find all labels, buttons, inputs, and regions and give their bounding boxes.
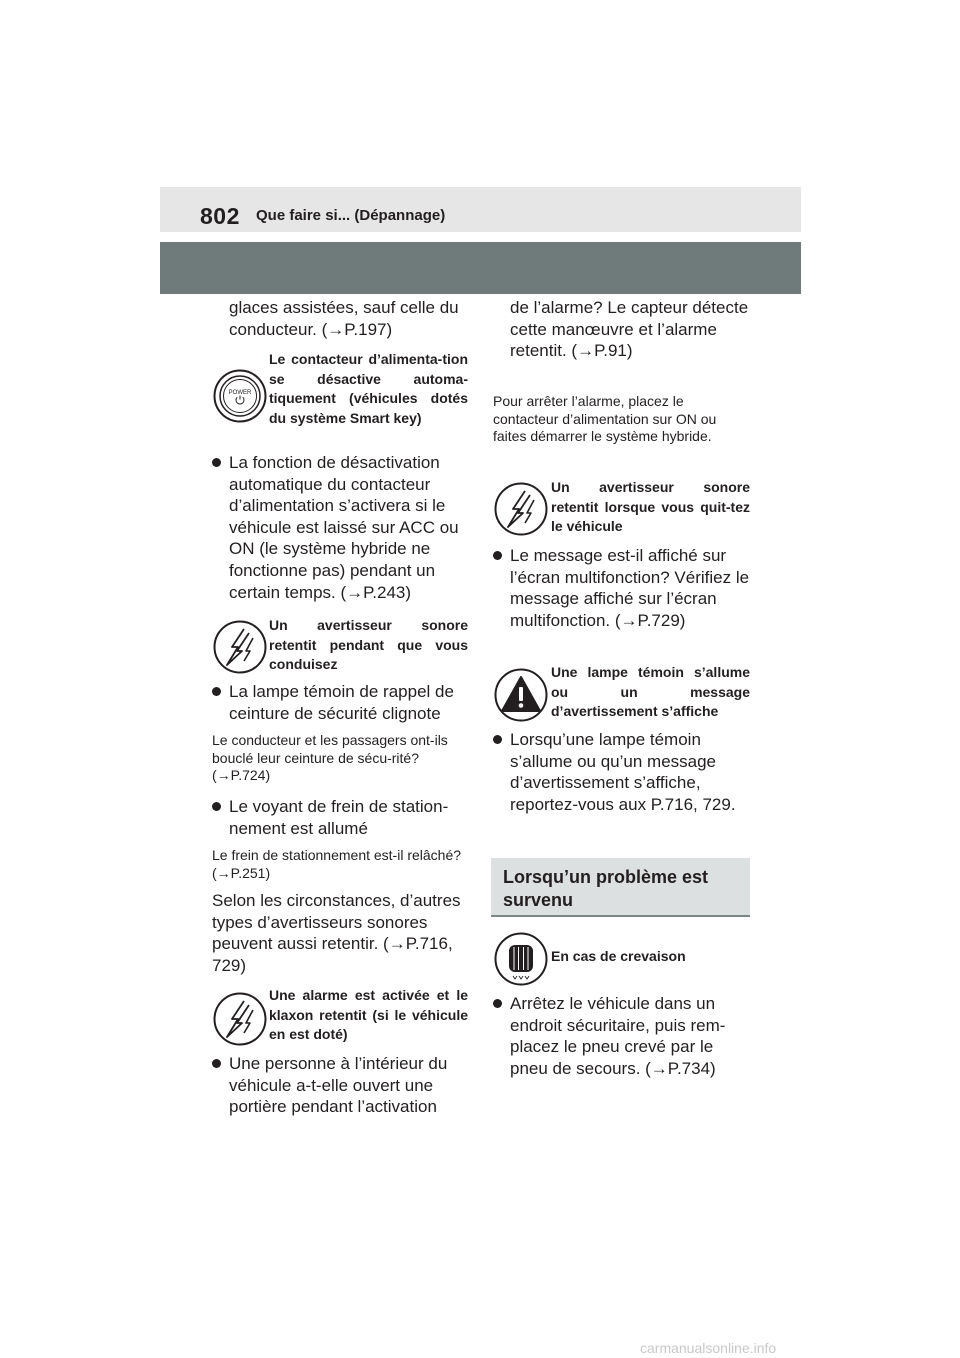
bullet-dot <box>493 551 502 560</box>
bullet-seatbelt: La lampe témoin de rappel de ceinture de sécurité clignote <box>229 681 469 724</box>
seatbelt-note: Le conducteur et les passagers ont-ils bouclé leur ceinture de sécu-rité? (→P.724) <box>212 732 448 783</box>
power-label: POWER <box>228 390 252 396</box>
continued-text: de l’alarme? Le capteur détecte cette manœuvre et l’alarme retentit. (→P.91) <box>510 298 749 361</box>
bullet-message: Le message est-il affiché sur l’écran multifonction? Vérifiez le message affiché sur l’écran multifonction. (→P.729) <box>510 545 750 631</box>
bullet-dot <box>212 458 221 467</box>
parking-brake-note: Le frein de stationnement est-il relâché? (→P.251) <box>212 847 462 881</box>
problem-section-title: Lorsqu’un problème est survenu <box>503 867 709 910</box>
bullet-dot <box>212 1059 221 1068</box>
alarm-stop-note: Pour arrêter l’alarme, placez le contacteur d’alimentation sur ON ou faites démarrer le système hybride. <box>493 393 717 444</box>
page-number: 802 <box>200 203 240 229</box>
other-buzzers-text: Selon les circonstances, d’autres types d’avertisseurs sonores peuvent aussi retentir. (→P.716, 729) <box>212 891 461 975</box>
bullet-dot <box>212 802 221 811</box>
power-button-icon <box>213 369 267 423</box>
bullet-flat-tire: Arrêtez le véhicule dans un endroit sécuritaire, puis rem-placez le pneu crevé par le pneu de secours. (→P.734) <box>510 993 750 1079</box>
driving-buzzer-caption: Un avertisseur sonore retentit pendant que vous conduisez <box>269 617 468 672</box>
bullet-dot <box>212 687 221 696</box>
buzzer-icon <box>213 992 267 1046</box>
power-caption: Le contacteur d’alimenta-tion se désactive automa-tiquement (véhicules dotés du système Smart key) <box>269 351 468 426</box>
flat-tire-caption: En cas de crevaison <box>551 948 686 964</box>
buzzer-icon <box>494 482 548 536</box>
problem-section-box <box>491 858 750 917</box>
bullet-auto-off: La fonction de désactivation automatique du contacteur d’alimentation s’activera si le véhicule est laissé sur ACC ou ON (le système hybride ne fonctionne pas) pendant un certain temps. (→P.243) <box>229 452 469 603</box>
chapter-band <box>160 242 801 294</box>
bullet-door-opened: Une personne à l’intérieur du véhicule a-t-elle ouvert une portière pendant l’activation <box>229 1053 469 1118</box>
bullet-dot <box>493 735 502 744</box>
bullet-parking-brake: Le voyant de frein de station-nement est allumé <box>229 796 469 839</box>
section-title: Que faire si... (Dépannage) <box>256 207 446 224</box>
warning-caption: Une lampe témoin s’allume ou un message d’avertissement s’affiche <box>551 664 750 719</box>
buzzer-icon <box>213 620 267 674</box>
warning-triangle-icon <box>494 668 548 722</box>
intro-text: glaces assistées, sauf celle du conducteur. (→P.197) <box>229 298 459 339</box>
flat-tire-icon <box>494 932 548 986</box>
watermark: carmanualsonline.info <box>640 1340 777 1356</box>
alarm-caption: Une alarme est activée et le klaxon retentit (si le véhicule en est doté) <box>269 987 468 1042</box>
leaving-buzzer-caption: Un avertisseur sonore retentit lorsque vous quit-tez le véhicule <box>551 479 750 534</box>
bullet-warning-light: Lorsqu’une lampe témoin s’allume ou qu’un message d’avertissement s’affiche, reportez-vous aux P.716, 729. <box>510 729 750 815</box>
bullet-dot <box>493 999 502 1008</box>
